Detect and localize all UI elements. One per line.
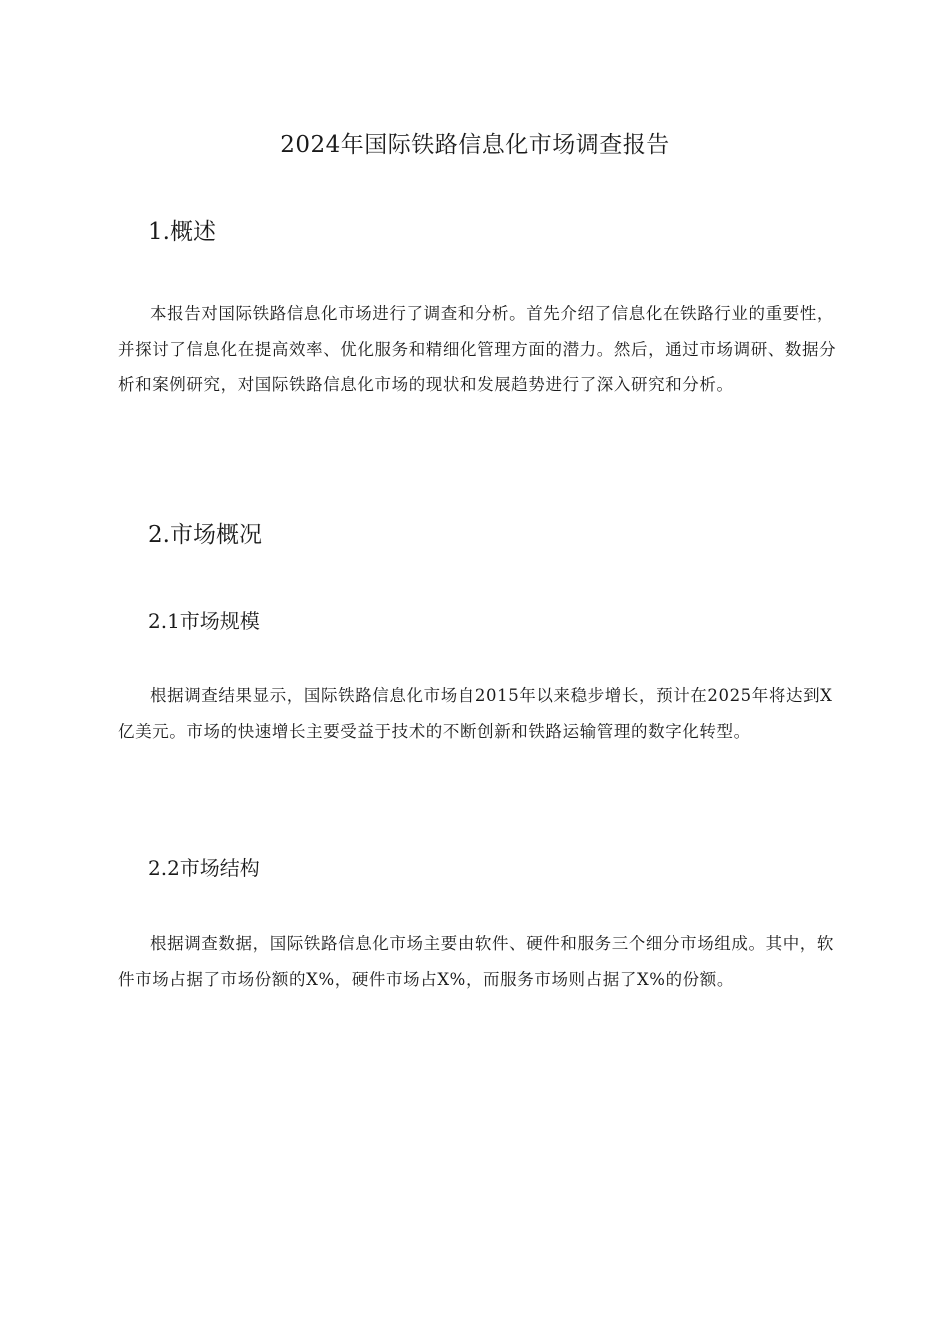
section-heading-overview: 1.概述	[148, 219, 216, 245]
section-heading-market-overview: 2.市场概况	[148, 522, 262, 548]
market-structure-paragraph: 根据调查数据，国际铁路信息化市场主要由软件、硬件和服务三个细分市场组成。其中，软件市场占据了市场份额的X%，硬件市场占X%，而服务市场则占据了X%的份额。	[118, 934, 834, 989]
overview-paragraph: 本报告对国际铁路信息化市场进行了调查和分析。首先介绍了信息化在铁路行业的重要性，并探讨了信息化在提高效率、优化服务和精细化管理方面的潜力。然后，通过市场调研、数据分析和案例研究，对国际铁路信息化市场的现状和发展趋势进行了深入研究和分析。	[118, 304, 837, 394]
subsection-heading-market-size: 2.1市场规模	[148, 609, 260, 633]
market-size-paragraph: 根据调查结果显示，国际铁路信息化市场自2015年以来稳步增长，预计在2025年将达到X亿美元。市场的快速增长主要受益于技术的不断创新和铁路运输管理的数字化转型。	[118, 686, 833, 741]
document-title: 2024年国际铁路信息化市场调查报告	[280, 132, 670, 158]
subsection-heading-market-structure: 2.2市场结构	[148, 856, 260, 880]
